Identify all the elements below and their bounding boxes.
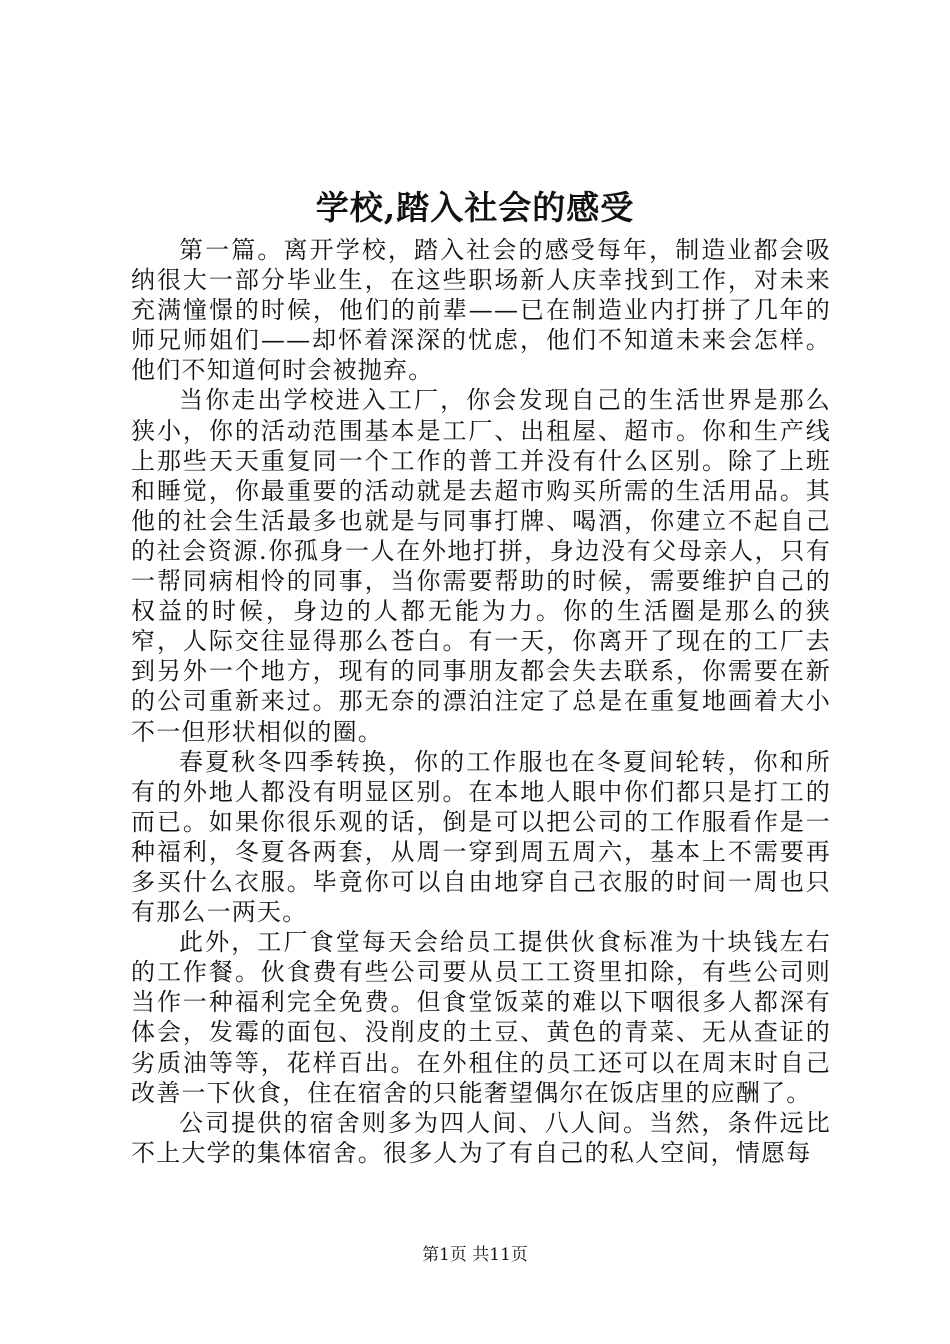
- paragraph: 春夏秋冬四季转换，你的工作服也在冬夏间轮转，你和所有的外地人都没有明显区别。在本地人眼中你们都只是打工的而已。如果你很乐观的话，倒是可以把公司的工作服看作是一种福利，冬夏各两套，从周一穿到周五周六，基本上不需要再多买什么衣服。毕竟你可以自由地穿自己衣服的时间一周也只有那么一两天。: [131, 747, 831, 927]
- paragraph: 此外，工厂食堂每天会给员工提供伙食标准为十块钱左右的工作餐。伙食费有些公司要从员工工资里扣除，有些公司则当作一种福利完全免费。但食堂饭菜的难以下咽很多人都深有体会，发霉的面包、没削皮的土豆、黄色的青菜、无从查证的劣质油等等，花样百出。在外租住的员工还可以在周末时自己改善一下伙食，住在宿舍的只能奢望偶尔在饭店里的应酬了。: [131, 928, 831, 1107]
- document-title: 学校,踏入社会的感受: [315, 188, 635, 227]
- document-body: [131, 235, 831, 1168]
- paragraph: 当你走出学校进入工厂，你会发现自己的生活世界是那么狭小，你的活动范围基本是工厂、出租屋、超市。你和生产线上那些天天重复同一个工作的普工并没有什么区别。除了上班和睡觉，你最重要的活动就是去超市购买所需的生活用品。其他的社会生活最多也就是与同事打牌、喝酒，你建立不起自己的社会资源.你孤身一人在外地打拼，身边没有父母亲人，只有一帮同病相怜的同事，当你需要帮助的时候，需要维护自己的权益的时候，身边的人都无能为力。你的生活圈是那么的狭窄，人际交往显得那么苍白。有一天，你离开了现在的工厂去到另外一个地方，现有的同事朋友都会失去联系，你需要在新的公司重新来过。那无奈的漂泊注定了总是在重复地画着大小不一但形状相似的圈。: [131, 386, 831, 746]
- page-number-footer: 第1页 共11页: [422, 1245, 528, 1265]
- paragraph: 公司提供的宿舍则多为四人间、八人间。当然，条件远比不上大学的集体宿舍。很多人为了有自己的私人空间，情愿每: [131, 1108, 831, 1167]
- paragraph: 第一篇。离开学校，踏入社会的感受每年，制造业都会吸纳很大一部分毕业生，在这些职场新人庆幸找到工作，对未来充满憧憬的时候，他们的前辈——已在制造业内打拼了几年的师兄师姐们——却怀着深深的忧虑，他们不知道未来会怎样。他们不知道何时会被抛弃。: [131, 236, 831, 385]
